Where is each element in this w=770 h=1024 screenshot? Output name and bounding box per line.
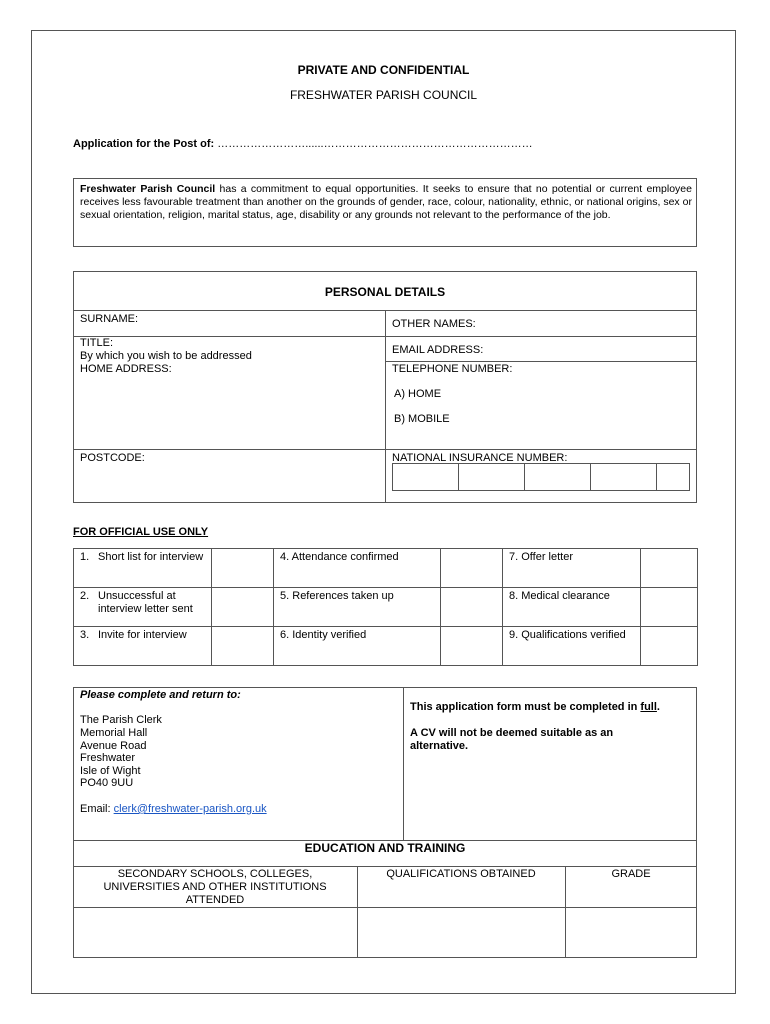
- title-hint: By which you wish to be addressed: [80, 350, 252, 362]
- official-check-cell[interactable]: [641, 588, 698, 627]
- official-item: 7. Offer letter: [503, 549, 641, 588]
- ni-box[interactable]: [657, 463, 690, 491]
- equal-ops-statement: has a commitment to equal opportunities. It seeks to ensure that no potential or current employee receives less favourable treatment than another on the grounds of gender, race, colour, nationality, ethnic, or national origins, sex or sexual orientation, religion, marital status, age, disability or any grounds not relevant to the performance of the job.: [80, 183, 692, 221]
- postcode-field[interactable]: POSTCODE:: [80, 452, 145, 464]
- home-phone-field[interactable]: A) HOME: [394, 388, 442, 400]
- return-address-line: Isle of Wight: [80, 765, 141, 777]
- equal-opportunities-text: [80, 183, 692, 222]
- divider: [73, 449, 385, 450]
- post-label: Application for the Post of:: [73, 138, 215, 150]
- email-label: Email:: [80, 803, 114, 815]
- ni-label: NATIONAL INSURANCE NUMBER:: [392, 452, 568, 464]
- ni-box[interactable]: [525, 463, 591, 491]
- official-check-cell[interactable]: [212, 549, 274, 588]
- return-address-line: Freshwater: [80, 752, 136, 764]
- education-col-qualifications: QUALIFICATIONS OBTAINED: [386, 868, 536, 880]
- return-address-line: Avenue Road: [80, 740, 147, 752]
- return-address-line: The Parish Clerk: [80, 714, 162, 726]
- education-col-institutions: SECONDARY SCHOOLS, COLLEGES, UNIVERSITIES AND OTHER INSTITUTIONS ATTENDED: [103, 868, 327, 906]
- ni-box[interactable]: [459, 463, 525, 491]
- return-email: [80, 803, 267, 816]
- ni-box[interactable]: [392, 463, 459, 491]
- return-address-line: PO40 9UU: [80, 777, 134, 789]
- education-input-qualification[interactable]: [358, 908, 565, 957]
- official-use-heading: FOR OFFICIAL USE ONLY: [73, 526, 209, 538]
- cv-notice: A CV will not be deemed suitable as an alternative.: [410, 727, 614, 752]
- official-check-cell[interactable]: [212, 588, 274, 627]
- email-address-field[interactable]: EMAIL ADDRESS:: [392, 344, 484, 356]
- divider: [385, 310, 386, 503]
- ni-number-boxes: [392, 463, 690, 491]
- personal-details-title: PERSONAL DETAILS: [324, 285, 446, 299]
- table-row: [74, 588, 698, 627]
- official-check-cell[interactable]: [641, 549, 698, 588]
- official-check-cell[interactable]: [441, 627, 503, 666]
- completion-notice: This application form must be completed in full.: [410, 701, 660, 713]
- official-item: 2. Unsuccessful at interview letter sent: [74, 588, 212, 627]
- email-link[interactable]: clerk@freshwater-parish.org.uk: [113, 803, 267, 815]
- equal-ops-council-name: Freshwater Parish Council: [80, 183, 216, 195]
- education-input-grade[interactable]: [566, 908, 696, 957]
- divider: [73, 866, 697, 867]
- divider: [385, 449, 697, 450]
- official-check-cell[interactable]: [212, 627, 274, 666]
- confidential-heading: PRIVATE AND CONFIDENTIAL: [297, 63, 470, 77]
- table-row: [74, 549, 698, 588]
- official-item: 9. Qualifications verified: [503, 627, 641, 666]
- official-check-cell[interactable]: [441, 588, 503, 627]
- return-address-line: Memorial Hall: [80, 727, 148, 739]
- official-item: 1. Short list for interview: [74, 549, 212, 588]
- official-item: 3. Invite for interview: [74, 627, 212, 666]
- post-line: [73, 138, 533, 150]
- return-heading: Please complete and return to:: [80, 689, 241, 701]
- official-item: 5. References taken up: [274, 588, 441, 627]
- mobile-phone-field[interactable]: B) MOBILE: [394, 413, 450, 425]
- education-input-institution[interactable]: [74, 908, 357, 957]
- official-item: 4. Attendance confirmed: [274, 549, 441, 588]
- telephone-label: TELEPHONE NUMBER:: [392, 363, 513, 375]
- surname-field[interactable]: SURNAME:: [80, 313, 139, 325]
- education-col-grade: GRADE: [611, 868, 651, 880]
- home-address-field[interactable]: HOME ADDRESS:: [80, 363, 172, 375]
- divider: [73, 336, 385, 337]
- title-field[interactable]: TITLE:: [80, 337, 114, 349]
- divider: [385, 336, 697, 337]
- council-heading: FRESHWATER PARISH COUNCIL: [289, 88, 478, 102]
- official-item: 8. Medical clearance: [503, 588, 641, 627]
- official-check-cell[interactable]: [641, 627, 698, 666]
- divider: [403, 687, 404, 840]
- official-use-table: [73, 548, 698, 666]
- official-item: 6. Identity verified: [274, 627, 441, 666]
- other-names-field[interactable]: OTHER NAMES:: [392, 318, 476, 330]
- ni-box[interactable]: [591, 463, 657, 491]
- table-row: [74, 627, 698, 666]
- education-title: EDUCATION AND TRAINING: [304, 841, 466, 855]
- post-input-dots[interactable]: ……………………......…………………………………………………: [217, 138, 533, 150]
- divider: [385, 361, 697, 362]
- official-check-cell[interactable]: [441, 549, 503, 588]
